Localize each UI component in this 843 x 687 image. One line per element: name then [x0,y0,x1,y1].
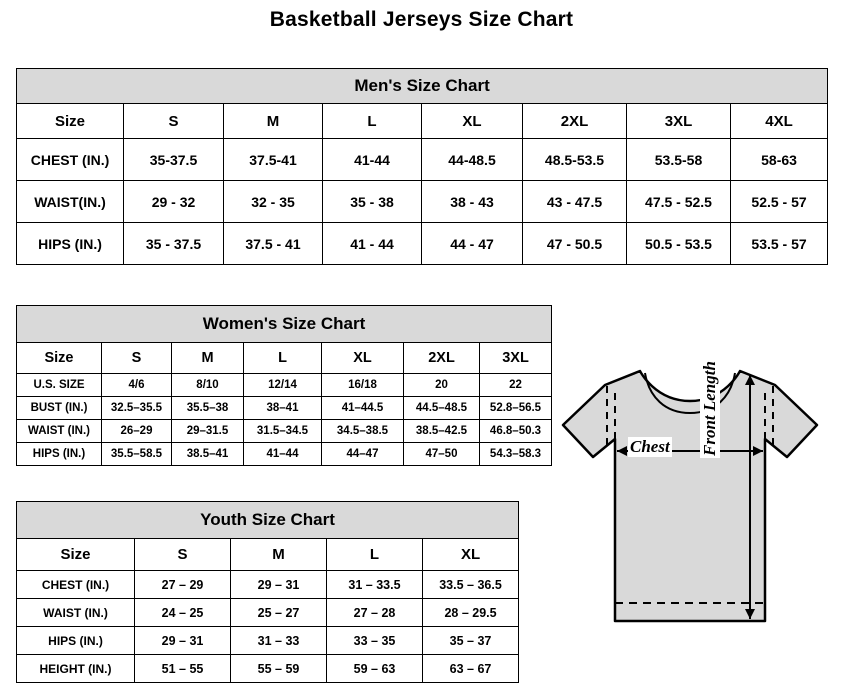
table-banner-row [17,69,828,104]
table-cell: 38–41 [244,397,322,420]
table-cell: 4/6 [102,374,172,397]
youth-size-table [16,501,519,683]
table-cell: 35 – 37 [423,627,519,655]
table-cell: 33.5 – 36.5 [423,571,519,599]
table-cell: 29 – 31 [135,627,231,655]
table-cell: 27 – 29 [135,571,231,599]
table-cell: 48.5-53.5 [523,139,627,181]
table-cell: 53.5-58 [627,139,731,181]
table-cell: 12/14 [244,374,322,397]
row-label: CHEST (IN.) [17,139,124,181]
column-header: XL [423,539,519,571]
column-header: S [102,343,172,374]
table-row [17,181,828,223]
table-cell: 46.8–50.3 [480,420,552,443]
table-cell: 27 – 28 [327,599,423,627]
column-header: S [124,104,224,139]
table-row [17,655,519,683]
column-header: 4XL [731,104,828,139]
table-row [17,571,519,599]
table-cell: 26–29 [102,420,172,443]
youth-banner: Youth Size Chart [17,502,519,539]
table-cell: 47–50 [404,443,480,466]
table-row [17,374,552,397]
table-row [17,397,552,420]
table-cell: 33 – 35 [327,627,423,655]
mens-size-chart [16,68,828,265]
table-cell: 59 – 63 [327,655,423,683]
table-cell: 32.5–35.5 [102,397,172,420]
shirt-illustration-icon [545,353,835,673]
column-header: Size [17,539,135,571]
table-cell: 41-44 [323,139,422,181]
table-cell: 58-63 [731,139,828,181]
row-label: HIPS (IN.) [17,223,124,265]
column-header: M [231,539,327,571]
table-cell: 32 - 35 [224,181,323,223]
table-cell: 35.5–58.5 [102,443,172,466]
table-row [17,420,552,443]
column-header: 2XL [404,343,480,374]
table-cell: 38.5–42.5 [404,420,480,443]
table-cell: 35.5–38 [172,397,244,420]
row-label: U.S. SIZE [17,374,102,397]
shirt-measurement-diagram [545,353,835,673]
table-cell: 31.5–34.5 [244,420,322,443]
column-header: M [172,343,244,374]
row-label: WAIST (IN.) [17,599,135,627]
table-cell: 35 - 38 [323,181,422,223]
table-cell: 37.5 - 41 [224,223,323,265]
table-row [17,627,519,655]
table-cell: 29 - 32 [124,181,224,223]
table-cell: 31 – 33 [231,627,327,655]
table-cell: 44-48.5 [422,139,523,181]
table-cell: 38.5–41 [172,443,244,466]
table-header-row [17,104,828,139]
table-cell: 37.5-41 [224,139,323,181]
column-header: 3XL [627,104,731,139]
table-banner-row [17,306,552,343]
womens-size-chart [16,305,552,466]
womens-banner: Women's Size Chart [17,306,552,343]
womens-size-table [16,305,552,466]
row-label: HEIGHT (IN.) [17,655,135,683]
table-cell: 41–44.5 [322,397,404,420]
column-header: L [327,539,423,571]
table-cell: 44–47 [322,443,404,466]
table-cell: 52.5 - 57 [731,181,828,223]
table-row [17,223,828,265]
youth-size-chart [16,501,519,683]
table-cell: 44.5–48.5 [404,397,480,420]
table-cell: 35-37.5 [124,139,224,181]
table-cell: 50.5 - 53.5 [627,223,731,265]
table-cell: 24 – 25 [135,599,231,627]
table-cell: 28 – 29.5 [423,599,519,627]
table-banner-row [17,502,519,539]
table-cell: 51 – 55 [135,655,231,683]
table-cell: 47.5 - 52.5 [627,181,731,223]
page-title: Basketball Jerseys Size Chart [269,8,574,31]
table-cell: 8/10 [172,374,244,397]
table-cell: 52.8–56.5 [480,397,552,420]
row-label: WAIST (IN.) [17,420,102,443]
table-cell: 44 - 47 [422,223,523,265]
column-header: L [244,343,322,374]
column-header: M [224,104,323,139]
row-label: HIPS (IN.) [17,627,135,655]
row-label: HIPS (IN.) [17,443,102,466]
column-header: L [323,104,422,139]
mens-banner: Men's Size Chart [17,69,828,104]
mens-size-table [16,68,828,265]
table-cell: 29–31.5 [172,420,244,443]
column-header: Size [17,343,102,374]
table-row [17,443,552,466]
table-cell: 54.3–58.3 [480,443,552,466]
column-header: S [135,539,231,571]
table-row [17,139,828,181]
table-cell: 55 – 59 [231,655,327,683]
table-cell: 35 - 37.5 [124,223,224,265]
chest-measure-label: Chest [630,437,670,456]
table-cell: 29 – 31 [231,571,327,599]
row-label: CHEST (IN.) [17,571,135,599]
column-header: XL [322,343,404,374]
table-cell: 43 - 47.5 [523,181,627,223]
table-cell: 20 [404,374,480,397]
table-cell: 41 - 44 [323,223,422,265]
row-label: BUST (IN.) [17,397,102,420]
column-header: XL [422,104,523,139]
front-length-measure-label: Front Length [700,361,719,456]
table-cell: 38 - 43 [422,181,523,223]
table-cell: 22 [480,374,552,397]
column-header: 2XL [523,104,627,139]
table-cell: 63 – 67 [423,655,519,683]
column-header: Size [17,104,124,139]
column-header: 3XL [480,343,552,374]
row-label: WAIST(IN.) [17,181,124,223]
table-cell: 47 - 50.5 [523,223,627,265]
table-cell: 53.5 - 57 [731,223,828,265]
table-cell: 16/18 [322,374,404,397]
table-cell: 31 – 33.5 [327,571,423,599]
table-cell: 34.5–38.5 [322,420,404,443]
table-cell: 25 – 27 [231,599,327,627]
table-row [17,599,519,627]
table-cell: 41–44 [244,443,322,466]
table-header-row [17,539,519,571]
table-header-row [17,343,552,374]
